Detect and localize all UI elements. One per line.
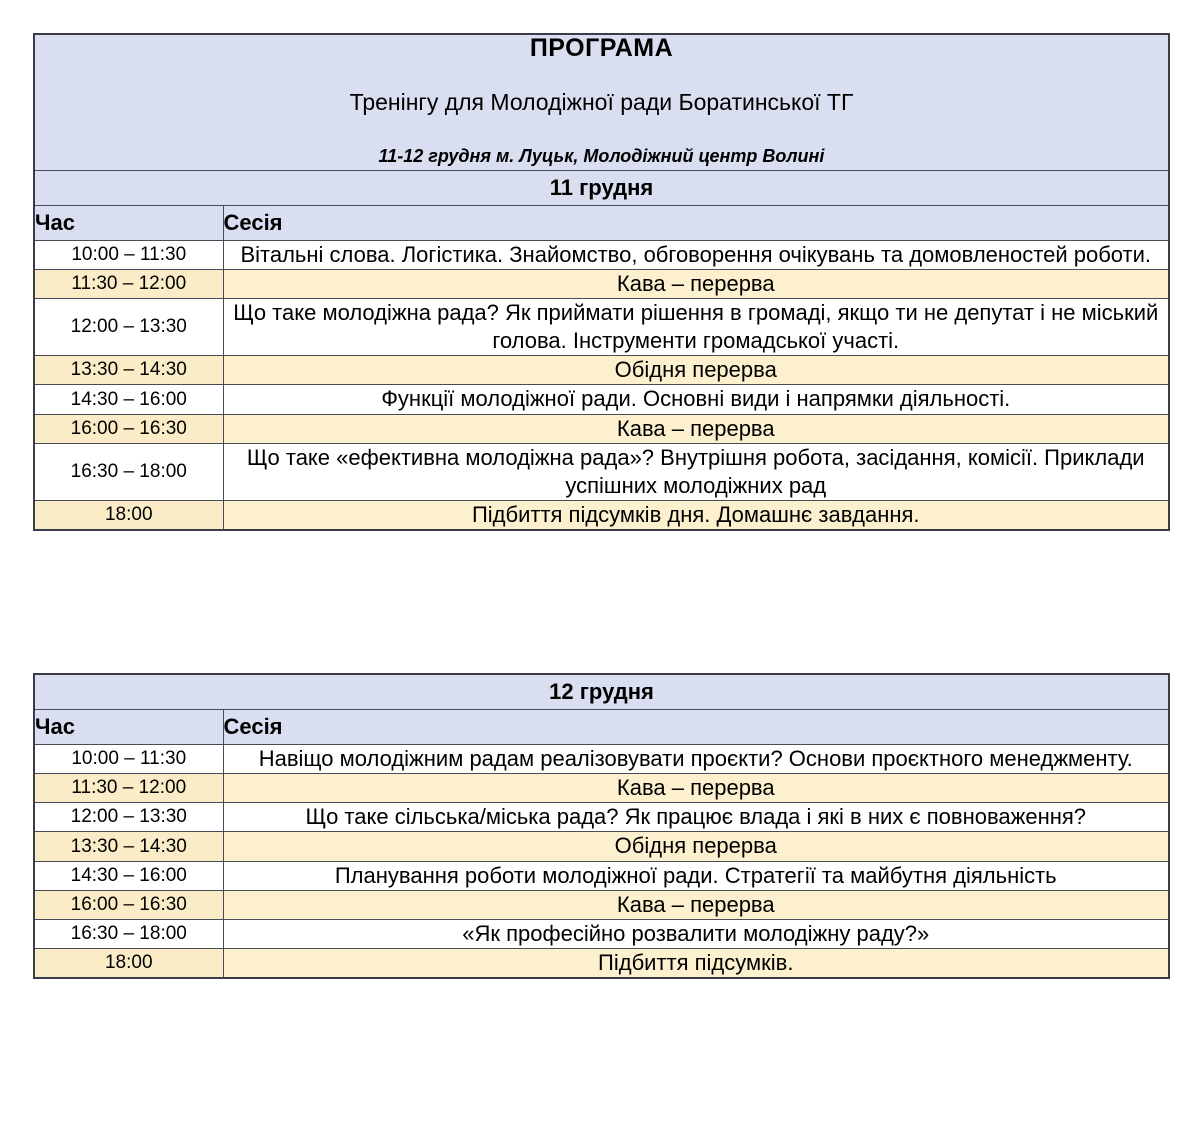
table-row (34, 774, 1169, 803)
row-session: «Як професійно розвалити молодіжну раду?» (223, 919, 1169, 948)
program-subtitle: Тренінгу для Молодіжної ради Боратинської ТГ (349, 88, 854, 115)
row-session: Підбиття підсумків дня. Домашнє завдання. (223, 501, 1169, 531)
table-row (34, 414, 1169, 443)
row-time: 10:00 – 11:30 (34, 745, 223, 774)
table-row (34, 356, 1169, 385)
day-banner-row-2 (34, 674, 1169, 710)
row-time: 16:30 – 18:00 (34, 443, 223, 500)
row-time: 13:30 – 14:30 (34, 832, 223, 861)
program-place-date: 11-12 грудня м. Луцьк, Молодіжний центр Волині (378, 146, 825, 167)
table-row (34, 269, 1169, 298)
table-row (34, 919, 1169, 948)
row-session: Підбиття підсумків. (223, 949, 1169, 979)
day-banner-row-1 (34, 170, 1169, 205)
row-time: 11:30 – 12:00 (34, 774, 223, 803)
row-time: 16:30 – 18:00 (34, 919, 223, 948)
row-session: Що таке молодіжна рада? Як приймати рішення в громаді, якщо ти не депутат і не міський голова. Інструменти громадської участі. (223, 299, 1169, 356)
row-time: 10:00 – 11:30 (34, 240, 223, 269)
row-session: Функції молодіжної ради. Основні види і напрямки діяльності. (223, 385, 1169, 414)
table-row (34, 501, 1169, 531)
table-row (34, 299, 1169, 356)
row-session: Кава – перерва (223, 774, 1169, 803)
column-header-row-2 (34, 710, 1169, 745)
table-row (34, 803, 1169, 832)
row-session: Обідня перерва (223, 832, 1169, 861)
schedule-table-day-1 (33, 33, 1170, 531)
table-row (34, 240, 1169, 269)
row-session: Вітальні слова. Логістика. Знайомство, обговорення очікувань та домовленостей роботи. (223, 240, 1169, 269)
masthead-row (34, 34, 1169, 170)
row-session: Що таке сільська/міська рада? Як працює влада і які в них є повноваження? (223, 803, 1169, 832)
table-row (34, 443, 1169, 500)
row-time: 13:30 – 14:30 (34, 356, 223, 385)
column-header-session-1: Сесія (223, 205, 1169, 240)
column-header-session-2: Сесія (223, 710, 1169, 745)
schedule-table-day-2 (33, 673, 1170, 979)
row-session: Кава – перерва (223, 269, 1169, 298)
column-header-time-2: Час (34, 710, 223, 745)
row-time: 14:30 – 16:00 (34, 385, 223, 414)
row-time: 12:00 – 13:30 (34, 299, 223, 356)
row-time: 16:00 – 16:30 (34, 890, 223, 919)
table-row (34, 890, 1169, 919)
row-time: 16:00 – 16:30 (34, 414, 223, 443)
table-body-day-2 (34, 674, 1169, 978)
program-title: ПРОГРАМА (529, 34, 674, 62)
row-session: Що таке «ефективна молодіжна рада»? Внутрішня робота, засідання, комісії. Приклади успішних молодіжних рад (223, 443, 1169, 500)
row-time: 12:00 – 13:30 (34, 803, 223, 832)
row-time: 18:00 (34, 949, 223, 979)
day-banner-1: 11 грудня (34, 170, 1169, 205)
masthead-cell (34, 34, 1169, 170)
row-session: Кава – перерва (223, 414, 1169, 443)
row-session: Планування роботи молодіжної ради. Стратегії та майбутня діяльність (223, 861, 1169, 890)
column-header-row-1 (34, 205, 1169, 240)
table-body-day-1 (34, 34, 1169, 530)
day-banner-2: 12 грудня (34, 674, 1169, 710)
row-session: Обідня перерва (223, 356, 1169, 385)
row-time: 11:30 – 12:00 (34, 269, 223, 298)
table-row (34, 745, 1169, 774)
row-time: 14:30 – 16:00 (34, 861, 223, 890)
row-session: Кава – перерва (223, 890, 1169, 919)
column-header-time-1: Час (34, 205, 223, 240)
row-session: Навіщо молодіжним радам реалізовувати проєкти? Основи проєктного менеджменту. (223, 745, 1169, 774)
table-row (34, 949, 1169, 979)
table-row (34, 861, 1169, 890)
row-time: 18:00 (34, 501, 223, 531)
table-row (34, 385, 1169, 414)
table-row (34, 832, 1169, 861)
